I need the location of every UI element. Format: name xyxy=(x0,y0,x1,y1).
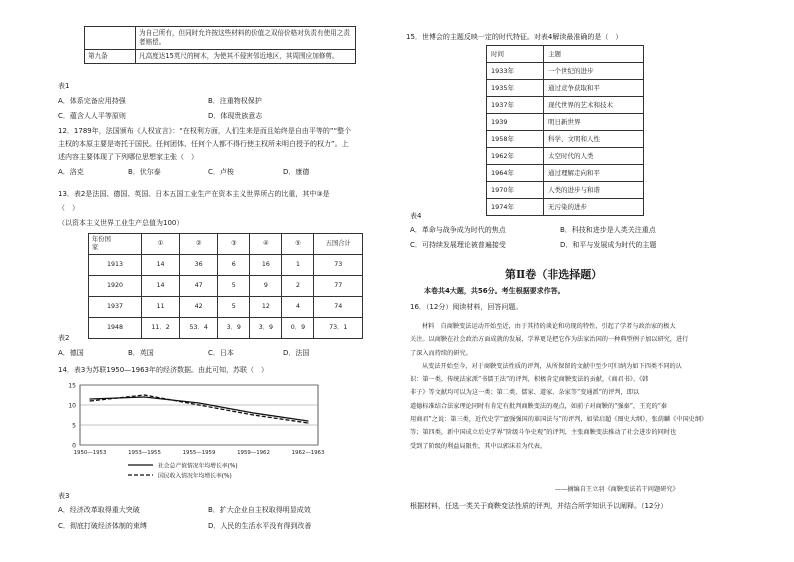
option-c[interactable]: C．日本 xyxy=(208,349,234,357)
option-b[interactable]: B．注重物权保护 xyxy=(208,97,262,105)
x-tick-label: 1959—1962 xyxy=(237,450,270,456)
value-cell: 74 xyxy=(314,297,363,318)
question-12-stem: 主权的本原主要是寄托于国民。任何团体、任何个人都不得行使主权所未明白授予的权力”。上 xyxy=(58,140,349,148)
value-cell: 73 xyxy=(314,255,363,276)
table-row: 1935年 通过竞争获取和平 xyxy=(487,80,644,97)
table-ref: 表3 xyxy=(58,492,70,500)
value-cell: 36 xyxy=(180,255,218,276)
data-point xyxy=(307,420,308,421)
table-row xyxy=(89,297,363,318)
law-articles-table xyxy=(84,26,356,64)
question-15-stem: 15．世博会的主题反映一定的时代特征。对表4解读最准确的是（ ） xyxy=(406,33,623,41)
option-d[interactable]: D．和平与发展成为时代的主题 xyxy=(560,241,657,249)
table-row xyxy=(89,318,363,339)
value-cell: 12 xyxy=(250,297,282,318)
data-point xyxy=(144,396,145,397)
value-cell: 2 xyxy=(282,276,314,297)
table-row xyxy=(89,276,363,297)
section-title: 第Ⅱ卷（非选择题） xyxy=(505,268,603,281)
header-cell: ② xyxy=(180,234,218,255)
x-tick-label: 1953—1955 xyxy=(128,450,161,456)
article-label: 第九条 xyxy=(85,49,136,63)
x-tick-label: 1962—1963 xyxy=(291,450,325,456)
data-point xyxy=(198,402,199,403)
year-cell: 1920 xyxy=(89,276,142,297)
value-cell: 73．1 xyxy=(314,318,363,339)
table-row: 1962年 太空时代的人类 xyxy=(487,148,644,165)
table-row: 1970年 人类的进步与和谐 xyxy=(487,182,644,199)
y-tick-label: 15 xyxy=(68,382,76,390)
header-cell: 主题 xyxy=(544,46,644,63)
table-row: 1974年 无污染的进步 xyxy=(487,199,644,216)
x-tick-label: 1955—1959 xyxy=(182,450,216,456)
question-12-stem: 述内容主要体现了下列哪位思想家主张（ ） xyxy=(58,153,198,161)
header-cell: ③ xyxy=(218,234,250,255)
data-point xyxy=(253,412,254,413)
chart-plot-border xyxy=(80,385,318,445)
option-d[interactable]: D．法国 xyxy=(283,349,310,357)
value-cell: 14 xyxy=(142,276,180,297)
table-row: 1933年 一个世纪的进步 xyxy=(487,63,644,80)
option-c[interactable]: C．卢梭 xyxy=(208,168,234,176)
value-cell: 9 xyxy=(250,276,282,297)
value-cell: 5 xyxy=(218,297,250,318)
expo-themes-table xyxy=(486,45,644,216)
data-point xyxy=(89,398,90,399)
data-point xyxy=(307,422,308,423)
source-citation: ——摘编自王立羽《商鞅变法若干问题研究》 xyxy=(555,486,679,493)
data-point xyxy=(89,400,90,401)
option-a[interactable]: A．体系完备应用持强 xyxy=(58,97,126,105)
question-14-stem: 14．表3为苏联1950—1963年的经济数据。由此可知，苏联（ ） xyxy=(58,366,268,374)
legend-label: 国民收入情况年均增长率(%) xyxy=(158,473,232,480)
header-cell: 时间 xyxy=(487,46,544,63)
table-row: 1958年 科学、文明和人性 xyxy=(487,131,644,148)
value-cell: 47 xyxy=(180,276,218,297)
option-a[interactable]: A．革命与战争成为时代的焦点 xyxy=(410,226,506,234)
header-cell: ⑤ xyxy=(282,234,314,255)
value-cell: 16 xyxy=(250,255,282,276)
series-line-2 xyxy=(90,395,308,423)
option-b[interactable]: B．英国 xyxy=(128,349,154,357)
y-tick-label: 0 xyxy=(72,442,76,450)
option-d[interactable]: D．体现贵族意志 xyxy=(208,112,263,120)
data-point xyxy=(144,394,145,395)
option-a[interactable]: A．德国 xyxy=(58,349,84,357)
header-cell: ④ xyxy=(250,234,282,255)
article-text: 为自己所有，但同时允许按这些材料的价值之双倍价格对负责有使用之责者赔偿。 xyxy=(136,27,356,50)
table-header-row xyxy=(89,234,363,255)
value-cell: 5 xyxy=(218,276,250,297)
industry-share-table xyxy=(88,233,363,339)
header-cell: 五国合计 xyxy=(314,234,363,255)
value-cell: 4 xyxy=(282,297,314,318)
value-cell: 11．2 xyxy=(142,318,180,339)
year-cell: 1913 xyxy=(89,255,142,276)
option-c[interactable]: C．蕴含人人平等原则 xyxy=(58,112,126,120)
option-d[interactable]: D．康德 xyxy=(283,168,310,176)
material-passage: 材料 自商鞅变法运动开始至近，由于其持的谈论和功现的特性，引起了学者与政治家的极大 关注。以商鞅在社会政治方面成就的发展，学界更是把它作为法家治国的一种典型例子加以研究，进行 了深入而持续的研究。 从变法开始至今，对于商鞅变法性质的评判，从所保留的文献中至少可归纳为如下四类不同的认 识：第一类，传统法家派“书儒王法”的评判，积极肯定商鞅变法的贡献，《商君书》、《韩 非子》等文献均可以为这一类；第二类，儒家、道家、杂家等“变通派”的评判，即以 道德标准结合法家理论同时有肯定有批判商鞅变法的观点，如前子对商鞅的“强秦”，王充的“秦 用商君”之说：第三类，近代史学“富强强国的革国法与”的评判，如梁启超《图史大纲》、张荫麟《中国史纲》 等；第四类，新中国成立后史学界“阶级斗争史观”的评判，主张商鞅变法推动了社会进步的同时也 受到了阶级的利益局限性，其中以郭沫若为代表。 xyxy=(410,323,708,450)
question-12-stem: 12．1789年，法国颁布《人权宣言》：“在权利方面，人们生来是而且始终是自由平等的”“整个 xyxy=(58,127,352,135)
value-cell: 6 xyxy=(218,255,250,276)
table-row: 1964年 通过理解走向和平 xyxy=(487,165,644,182)
option-a[interactable]: A．经济改革取得重大突破 xyxy=(58,506,140,514)
table-ref: 表4 xyxy=(410,212,422,220)
x-tick-label: 1950—1953 xyxy=(73,450,107,456)
option-b[interactable]: B．科技和进步是人类关注重点 xyxy=(560,226,656,234)
question-13-stem: 13．表2是法国、德国、英国、日本五国工业生产在资本主义世界所占的比重，其中③是 xyxy=(58,190,330,198)
value-cell: 3．9 xyxy=(218,318,250,339)
data-point xyxy=(253,414,254,415)
option-a[interactable]: A．洛克 xyxy=(58,168,84,176)
table-header-row xyxy=(487,46,644,63)
year-cell: 1948 xyxy=(89,318,142,339)
question-13-stem: （ ） xyxy=(58,204,79,212)
option-d[interactable]: D．人民的生活水平没有得到改善 xyxy=(208,522,312,530)
value-cell: 53．4 xyxy=(180,318,218,339)
economic-line-chart xyxy=(58,375,358,485)
value-cell: 42 xyxy=(180,297,218,318)
year-cell: 1937 xyxy=(89,297,142,318)
header-cell: ① xyxy=(142,234,180,255)
option-c[interactable]: C．可持续发展理论被普遍接受 xyxy=(410,241,506,249)
value-cell: 14 xyxy=(142,255,180,276)
table-row xyxy=(89,255,363,276)
option-c[interactable]: C．彻底打破经济体制的束缚 xyxy=(58,522,147,530)
table-caption: （以资本主义世界工业生产总值为100） xyxy=(58,219,184,227)
series-line-1 xyxy=(90,397,308,421)
value-cell: 77 xyxy=(314,276,363,297)
legend-label: 社会总产值情况年均增长率(%) xyxy=(158,463,238,470)
y-tick-label: 5 xyxy=(72,422,76,430)
question-16-stem: 16．（12分）阅读材料，回答问题。 xyxy=(410,303,523,311)
table-ref: 表2 xyxy=(58,334,70,342)
value-cell: 3．9 xyxy=(250,318,282,339)
table-ref: 表1 xyxy=(58,82,70,90)
value-cell: 0．9 xyxy=(282,318,314,339)
option-b[interactable]: B．伏尔泰 xyxy=(128,168,161,176)
value-cell: 1 xyxy=(282,255,314,276)
article-text: 凡高度达15英尺的树木，为使其不侵害邻近地区，其周围应加修剪。 xyxy=(136,49,356,63)
y-tick-label: 10 xyxy=(68,402,76,410)
header-cell: 年份国 家 xyxy=(89,234,142,255)
table-row: 1939 明日新世界 xyxy=(487,114,644,131)
option-b[interactable]: B．扩大企业自主权取得明显成效 xyxy=(208,506,311,514)
data-point xyxy=(198,404,199,405)
value-cell: 11 xyxy=(142,297,180,318)
question-16-prompt: 根据材料，任选一类关于商鞅变法性质的评判，并结合所学知识予以阐释。（12分） xyxy=(410,502,668,510)
table-row: 1937年 现代世界的艺术和技术 xyxy=(487,97,644,114)
section-instructions: 本卷共4大题，共56分。考生根据要求作答。 xyxy=(424,287,565,295)
